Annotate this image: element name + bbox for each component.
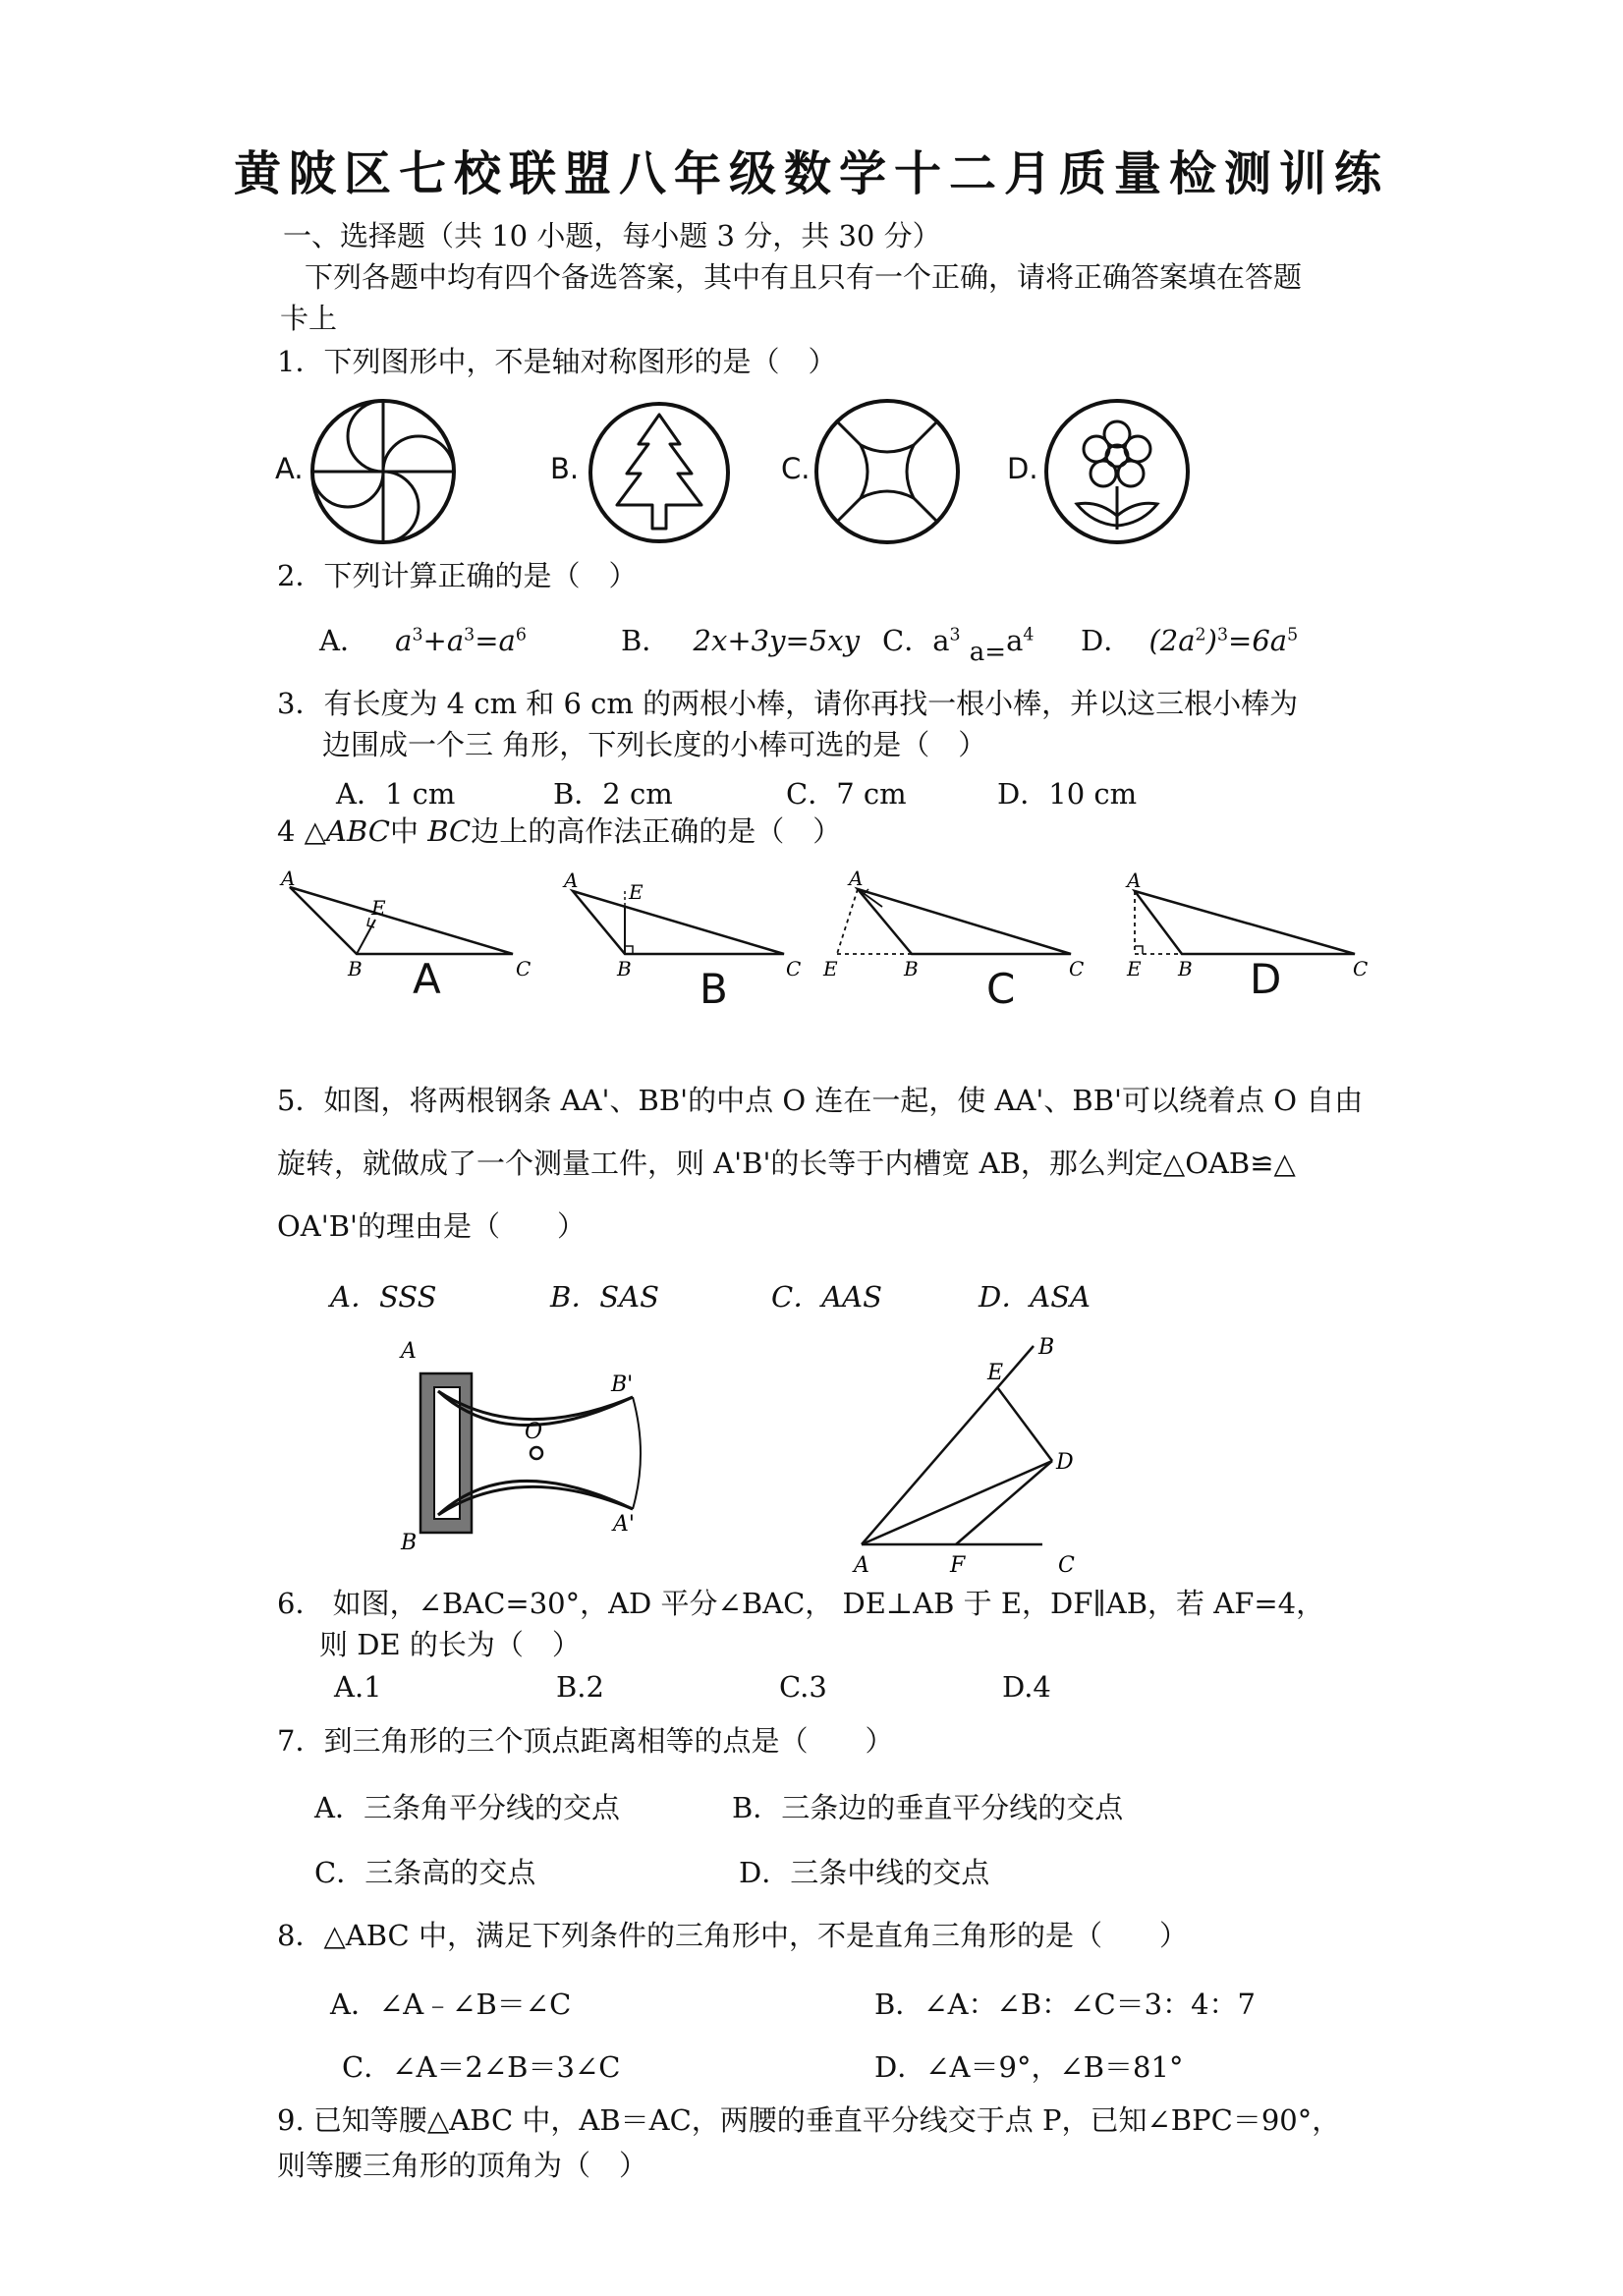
- q6-line2: 则 DE 的长为（ ）: [319, 1628, 581, 1661]
- svg-text:A: A: [1127, 868, 1142, 892]
- svg-text:A: A: [854, 1553, 869, 1578]
- q5-line3: OA'B'的理由是（ ）: [277, 1209, 586, 1243]
- svg-text:B: B: [401, 1531, 418, 1555]
- svg-text:C: C: [1069, 957, 1085, 980]
- q3-option-d[interactable]: D．10 cm: [997, 777, 1138, 811]
- svg-text:B: B: [904, 957, 919, 980]
- svg-text:A': A': [613, 1512, 635, 1537]
- q8-stem: 8．△ABC 中，满足下列条件的三角形中，不是直角三角形的是（ ）: [277, 1919, 1188, 1952]
- q2-option-a[interactable]: A． $a^3+a^3=a^6$: [319, 624, 527, 657]
- q1-label-a: A.: [275, 452, 304, 485]
- svg-text:B: B: [1178, 957, 1193, 980]
- q6-line1: 6． 如图，∠BAC=30°，AD 平分∠BAC， DE⊥AB 于 E，DF∥AB，若 AF=4，: [277, 1587, 1325, 1620]
- svg-text:E: E: [823, 957, 838, 980]
- q1-stem: 1．下列图形中，不是轴对称图形的是（ ）: [277, 345, 837, 378]
- q6-option-b[interactable]: B.2: [556, 1670, 604, 1704]
- q4-letter-a: A: [413, 955, 441, 1003]
- q1-figure-b-tree: [588, 401, 731, 544]
- q1-figure-c-curved-square: [813, 398, 961, 545]
- svg-text:F: F: [950, 1553, 966, 1578]
- q5-option-b[interactable]: B．SAS: [550, 1280, 659, 1314]
- q4-figure-c[interactable]: [823, 869, 1089, 987]
- q3-option-b[interactable]: B．2 cm: [553, 777, 673, 811]
- q5-figure-measuring-tool: [391, 1336, 666, 1555]
- svg-text:E: E: [629, 880, 644, 904]
- q4a-label-c: C: [516, 957, 532, 980]
- q1-figure-a-pinwheel: [309, 398, 457, 545]
- svg-text:C: C: [1353, 957, 1369, 980]
- q3-line1: 3．有长度为 4 cm 和 6 cm 的两根小棒，请你再找一根小棒，并以这三根小棒为: [277, 687, 1299, 720]
- q3-option-a[interactable]: A．1 cm: [336, 777, 456, 811]
- q6-option-d[interactable]: D.4: [1002, 1670, 1051, 1704]
- q6-option-c[interactable]: C.3: [779, 1670, 827, 1704]
- q4-letter-b: B: [700, 965, 728, 1013]
- q5-line2: 旋转，就做成了一个测量工件，则 A'B'的长等于内槽宽 AB，那么判定△OAB≌△: [277, 1147, 1296, 1180]
- q6-figure: [850, 1336, 1105, 1584]
- q8-option-d[interactable]: D．∠A＝9°，∠B＝81°: [874, 2050, 1184, 2084]
- q2-option-b[interactable]: B． 2x+3y=5xy: [621, 624, 860, 657]
- svg-text:E: E: [1127, 957, 1142, 980]
- q5-option-d[interactable]: D．ASA: [979, 1280, 1091, 1314]
- q4a-label-a: A: [281, 867, 296, 890]
- q4-figure-b[interactable]: [558, 869, 823, 987]
- q9-line1: 9. 已知等腰△ABC 中，AB＝AC，两腰的垂直平分线交于点 P，已知∠BPC＝90°，: [277, 2103, 1341, 2137]
- svg-text:E: E: [987, 1361, 1004, 1385]
- q7-option-a[interactable]: A．三条角平分线的交点: [314, 1791, 620, 1824]
- svg-text:O: O: [525, 1420, 543, 1444]
- svg-text:D: D: [1056, 1450, 1074, 1475]
- q7-stem: 7．到三角形的三个顶点距离相等的点是（ ）: [277, 1724, 894, 1758]
- svg-text:A: A: [849, 867, 864, 890]
- q8-option-c[interactable]: C．∠A＝2∠B＝3∠C: [342, 2050, 621, 2084]
- section-instruction-line1: 下列各题中均有四个备选答案，其中有且只有一个正确，请将正确答案填在答题: [305, 260, 1303, 294]
- page-title: 黄陂区七校联盟八年级数学十二月质量检测训练: [233, 146, 1389, 201]
- q1-label-d: D.: [1007, 452, 1038, 485]
- svg-text:B: B: [1038, 1335, 1055, 1360]
- q4-stem: 4 △ABC中 BC边上的高作法正确的是（ ）: [277, 814, 842, 848]
- svg-text:C: C: [786, 957, 802, 980]
- q8-option-b[interactable]: B．∠A：∠B：∠C＝3：4：7: [874, 1988, 1257, 2021]
- q9-line2: 则等腰三角形的顶角为（ ）: [277, 2149, 648, 2182]
- svg-text:B: B: [617, 957, 632, 980]
- q7-option-b[interactable]: B．三条边的垂直平分线的交点: [732, 1791, 1124, 1824]
- svg-text:A: A: [564, 868, 579, 892]
- q4a-label-e: E: [371, 896, 386, 920]
- q1-figure-d-flower: [1043, 398, 1191, 545]
- q6-option-a[interactable]: A.1: [334, 1670, 382, 1704]
- q8-option-a[interactable]: A．∠A﹣∠B＝∠C: [330, 1988, 572, 2021]
- q4a-label-b: B: [348, 957, 363, 980]
- q2-option-d[interactable]: D． $(2a^2)^3=6a^5$: [1081, 624, 1299, 657]
- svg-text:A: A: [401, 1339, 417, 1364]
- q3-option-c[interactable]: C．7 cm: [786, 777, 907, 811]
- q1-label-b: B.: [550, 452, 580, 485]
- q4-figure-d[interactable]: [1115, 869, 1380, 987]
- section-instruction-line2: 卡上: [280, 302, 338, 335]
- svg-text:B': B': [611, 1372, 634, 1397]
- q5-option-c[interactable]: C．AAS: [771, 1280, 882, 1314]
- q4-letter-d: D: [1250, 955, 1282, 1003]
- q5-option-a[interactable]: A．SSS: [330, 1280, 437, 1314]
- svg-text:C: C: [1058, 1553, 1075, 1578]
- q2-stem: 2．下列计算正确的是（ ）: [277, 559, 638, 592]
- q4-figure-a[interactable]: [275, 869, 540, 987]
- q4-letter-c: C: [986, 965, 1016, 1013]
- section-heading: 一、选择题（共 10 小题，每小题 3 分，共 30 分）: [283, 219, 941, 252]
- q7-option-c[interactable]: C．三条高的交点: [314, 1856, 536, 1889]
- q7-option-d[interactable]: D．三条中线的交点: [739, 1856, 990, 1889]
- q1-label-c: C.: [781, 452, 811, 485]
- q5-line1: 5．如图，将两根钢条 AA'、BB'的中点 O 连在一起，使 AA'、BB'可以绕着点 O 自由: [277, 1084, 1364, 1117]
- q2-option-c[interactable]: C．$a^3$ $a=a^4$: [882, 624, 1035, 667]
- q3-line2: 边围成一个三 角形，下列长度的小棒可选的是（ ）: [322, 728, 987, 761]
